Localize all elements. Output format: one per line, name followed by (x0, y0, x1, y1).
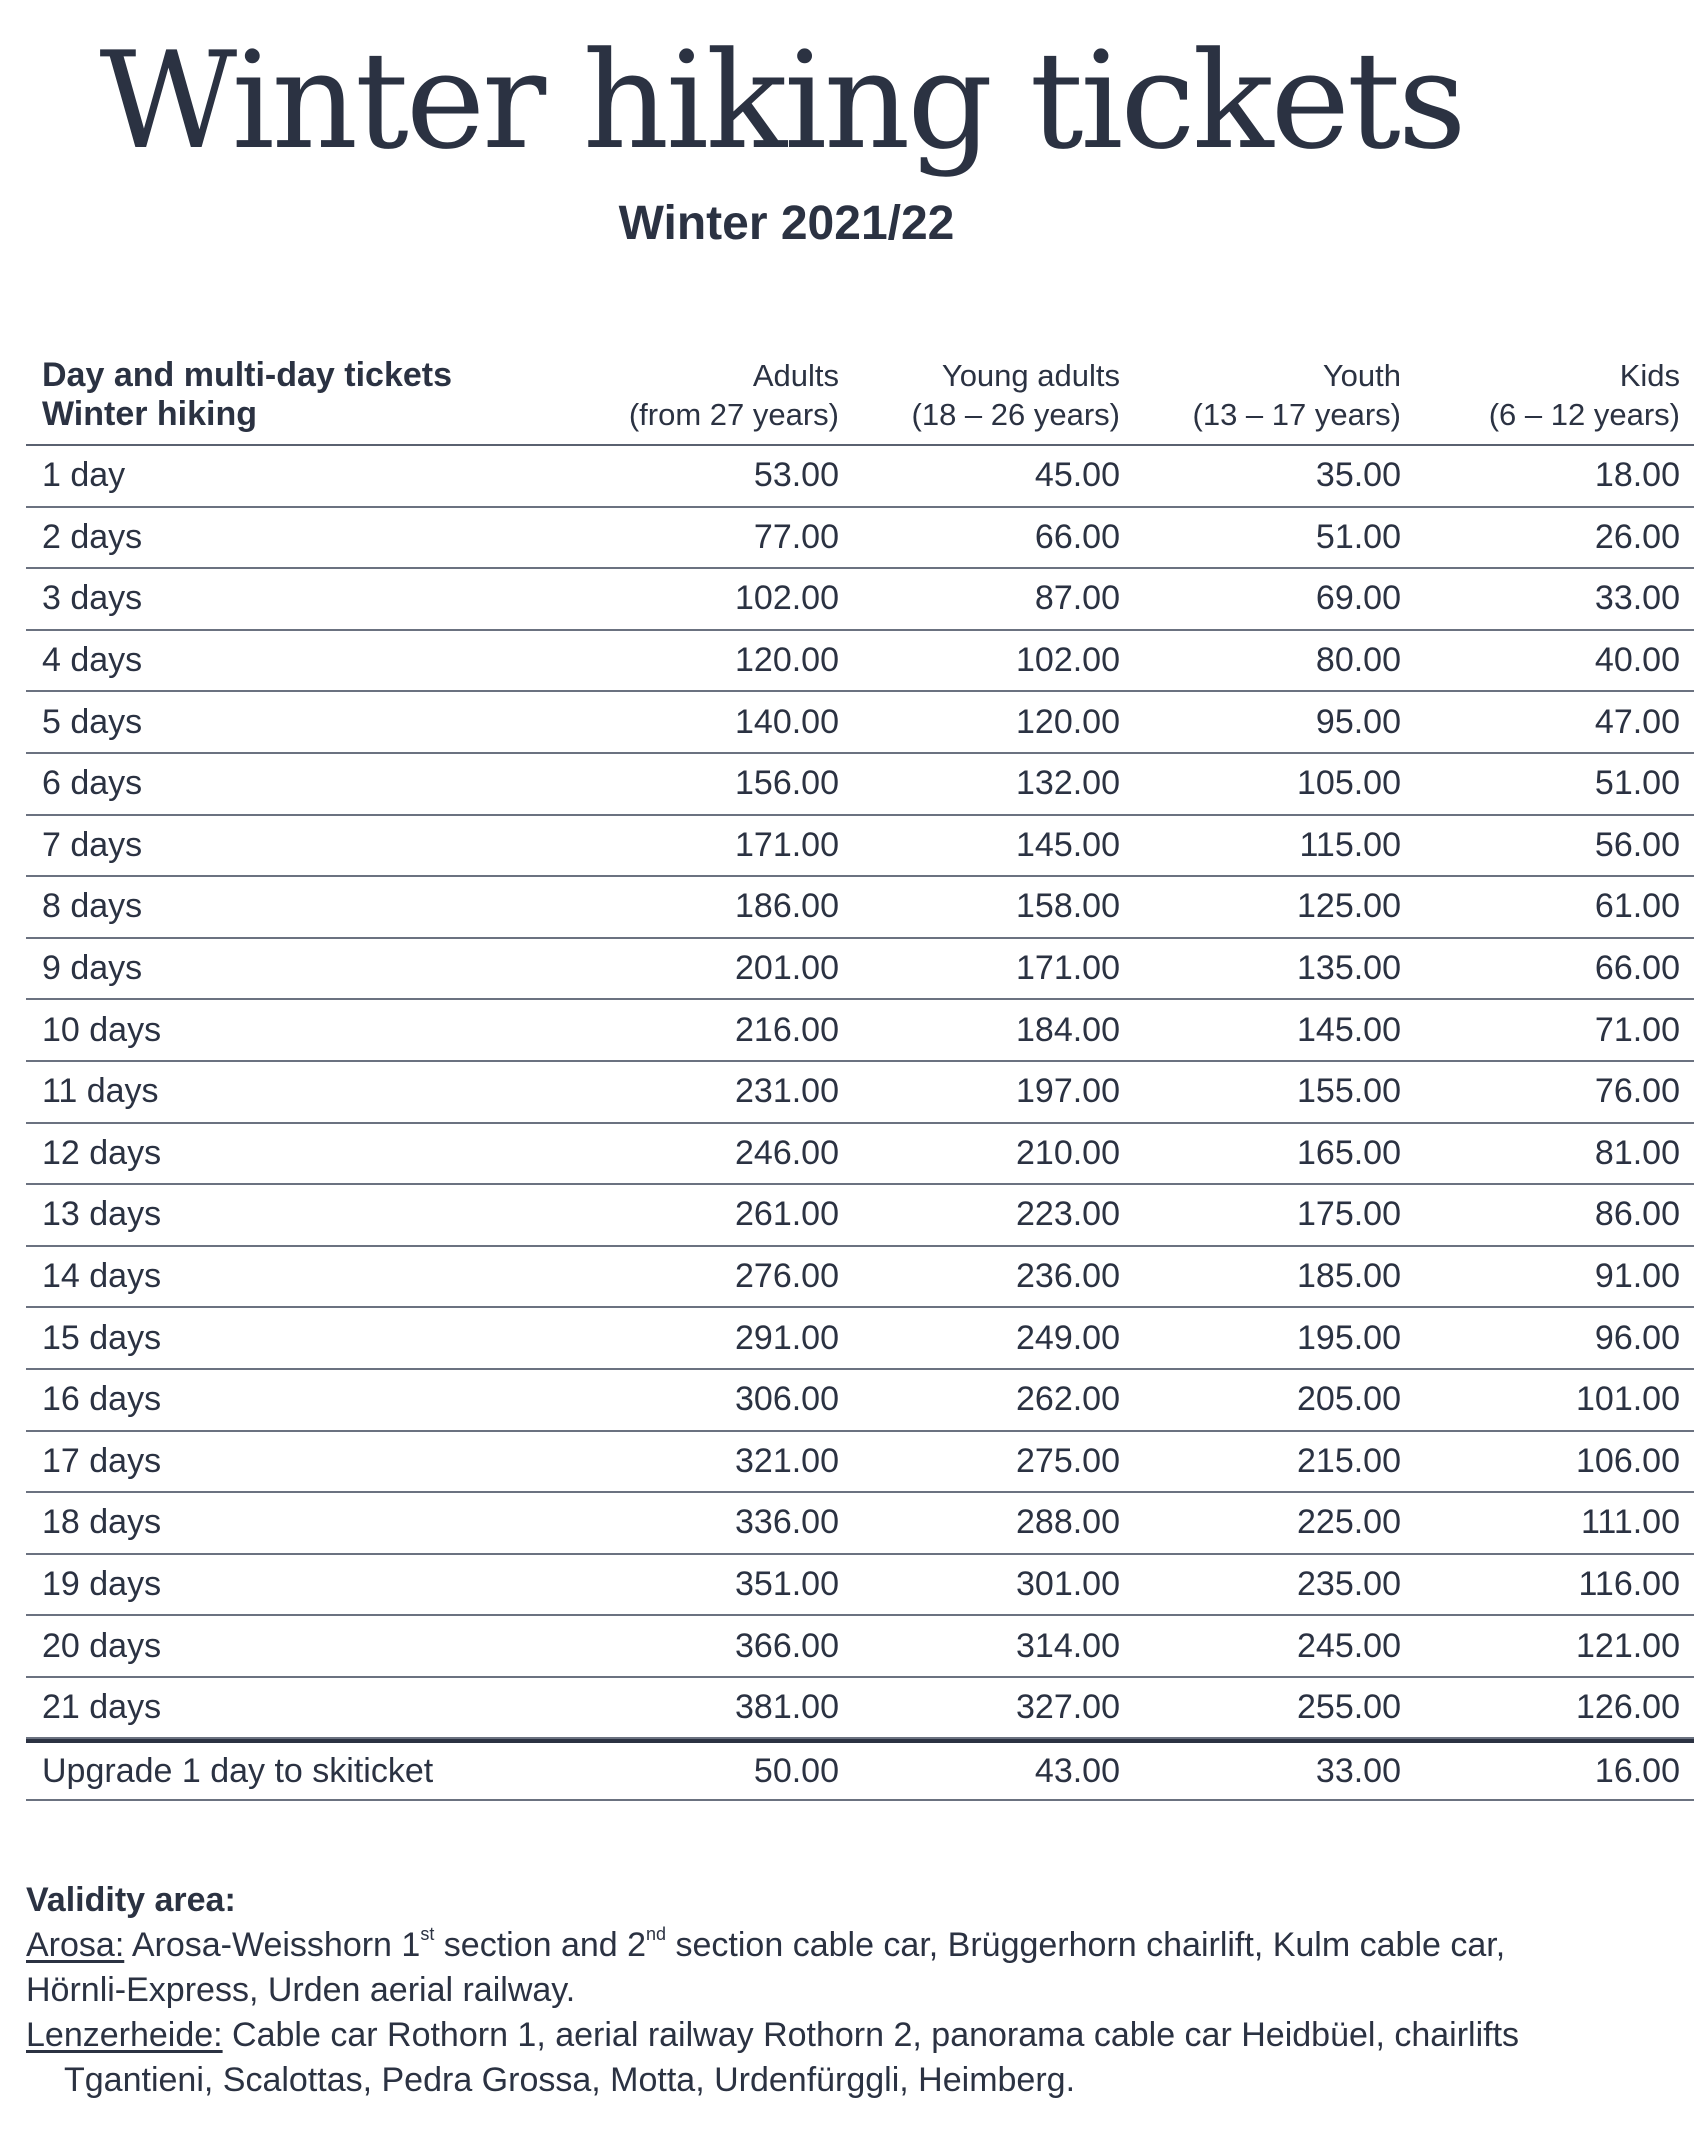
validity-arosa: Arosa: Arosa-Weisshorn 1st section and 2nd section cable car, Brüggerhorn chairlift, Kulm cable car, (26, 1924, 1506, 1964)
table-row (26, 816, 1694, 878)
price-cell: 16.00 (1594, 1751, 1680, 1790)
table-row (26, 1555, 1694, 1617)
row-label: 20 days (42, 1626, 162, 1665)
header-ticket-type: Day and multi-day tickets Winter hiking (42, 356, 453, 433)
price-cell: 40.00 (1594, 641, 1680, 680)
price-cell: 156.00 (735, 764, 839, 803)
row-label: 6 days (42, 764, 143, 803)
table-row (26, 877, 1694, 939)
price-cell: 26.00 (1594, 517, 1680, 556)
row-label: 8 days (42, 887, 143, 926)
price-cell: 111.00 (1581, 1503, 1680, 1542)
row-label: 3 days (42, 579, 143, 618)
price-cell: 120.00 (1016, 702, 1120, 741)
header-youth: Youth (13 – 17 years) (1192, 358, 1401, 432)
price-cell: 246.00 (735, 1133, 839, 1172)
validity-arosa-line2: Hörnli-Express, Urden aerial railway. (26, 1971, 576, 2009)
table-row (26, 1308, 1694, 1370)
price-cell: 140.00 (735, 702, 839, 741)
price-cell: 235.00 (1297, 1564, 1401, 1603)
validity-title: Validity area: (26, 1881, 236, 1919)
header-adults: Adults (from 27 years) (628, 358, 839, 432)
price-cell: 215.00 (1297, 1441, 1401, 1480)
price-cell: 77.00 (753, 517, 839, 556)
table-row (26, 1062, 1694, 1124)
price-cell: 171.00 (1016, 949, 1120, 988)
price-cell: 96.00 (1594, 1318, 1680, 1357)
price-cell: 184.00 (1016, 1010, 1120, 1049)
price-cell: 80.00 (1315, 641, 1401, 680)
price-cell: 186.00 (735, 887, 839, 926)
table-header (26, 350, 1694, 446)
price-cell: 47.00 (1594, 702, 1680, 741)
row-label: 11 days (42, 1072, 159, 1111)
table-row (26, 939, 1694, 1001)
price-cell: 121.00 (1576, 1626, 1680, 1665)
price-cell: 95.00 (1315, 702, 1401, 741)
price-table (26, 350, 1694, 1801)
price-cell: 76.00 (1594, 1072, 1680, 1111)
price-cell: 91.00 (1594, 1257, 1680, 1296)
table-row (26, 1616, 1694, 1678)
price-cell: 56.00 (1594, 825, 1680, 864)
price-cell: 106.00 (1576, 1441, 1680, 1480)
price-cell: 86.00 (1594, 1195, 1680, 1234)
price-cell: 155.00 (1297, 1072, 1401, 1111)
price-cell: 301.00 (1016, 1564, 1120, 1603)
price-cell: 306.00 (735, 1380, 839, 1419)
price-cell: 255.00 (1297, 1688, 1401, 1727)
table-row (26, 1370, 1694, 1432)
row-label: 4 days (42, 641, 143, 680)
price-cell: 197.00 (1016, 1072, 1120, 1111)
price-cell: 18.00 (1594, 456, 1680, 495)
price-cell: 276.00 (735, 1257, 839, 1296)
price-cell: 381.00 (735, 1688, 839, 1727)
price-cell: 116.00 (1578, 1564, 1680, 1603)
price-cell: 223.00 (1016, 1195, 1120, 1234)
table-row (26, 1493, 1694, 1555)
row-label: 1 day (42, 456, 126, 495)
row-label: 16 days (42, 1380, 162, 1419)
price-cell: 236.00 (1016, 1257, 1120, 1296)
upgrade-row (26, 1739, 1694, 1801)
price-cell: 101.00 (1576, 1380, 1680, 1419)
row-label: 13 days (42, 1195, 162, 1234)
price-cell: 291.00 (735, 1318, 839, 1357)
table-row (26, 692, 1694, 754)
price-cell: 102.00 (1016, 641, 1120, 680)
table-row (26, 631, 1694, 693)
price-cell: 66.00 (1594, 949, 1680, 988)
price-cell: 231.00 (735, 1072, 839, 1111)
price-cell: 81.00 (1594, 1133, 1680, 1172)
price-cell: 205.00 (1297, 1380, 1401, 1419)
price-cell: 288.00 (1016, 1503, 1120, 1542)
table-row (26, 1247, 1694, 1309)
price-cell: 321.00 (735, 1441, 839, 1480)
price-cell: 216.00 (735, 1010, 839, 1049)
table-row (26, 1432, 1694, 1494)
price-cell: 261.00 (735, 1195, 839, 1234)
price-cell: 33.00 (1594, 579, 1680, 618)
price-cell: 51.00 (1594, 764, 1680, 803)
price-cell: 175.00 (1297, 1195, 1401, 1234)
price-cell: 50.00 (753, 1751, 839, 1790)
price-cell: 366.00 (735, 1626, 839, 1665)
row-label: 17 days (42, 1441, 162, 1480)
table-row (26, 569, 1694, 631)
header-young-adults: Young adults (18 – 26 years) (911, 358, 1120, 432)
price-cell: 51.00 (1315, 517, 1401, 556)
price-cell: 165.00 (1297, 1133, 1401, 1172)
price-cell: 145.00 (1297, 1010, 1401, 1049)
row-label: 7 days (42, 825, 143, 864)
price-cell: 245.00 (1297, 1626, 1401, 1665)
price-cell: 45.00 (1034, 456, 1120, 495)
price-cell: 185.00 (1297, 1257, 1401, 1296)
table-row (26, 1124, 1694, 1186)
price-cell: 262.00 (1016, 1380, 1120, 1419)
row-label: 21 days (42, 1688, 162, 1727)
price-cell: 53.00 (753, 456, 839, 495)
price-cell: 125.00 (1297, 887, 1401, 926)
arosa-label: Arosa: (26, 1926, 125, 1964)
price-cell: 158.00 (1016, 887, 1120, 926)
table-row (26, 1000, 1694, 1062)
price-cell: 87.00 (1034, 579, 1120, 618)
table-body (26, 446, 1694, 1739)
row-label: 9 days (42, 949, 143, 988)
validity-area (26, 1878, 1686, 2103)
validity-lenzerheide: Lenzerheide: Cable car Rothorn 1, aerial railway Rothorn 2, panorama cable car Heidbüel, chairlifts (26, 2016, 1520, 2054)
row-label: 18 days (42, 1503, 162, 1542)
row-label: 10 days (42, 1010, 162, 1049)
row-label: 5 days (42, 702, 143, 741)
row-label: Upgrade 1 day to skiticket (42, 1751, 434, 1790)
row-label: 15 days (42, 1318, 162, 1357)
price-cell: 61.00 (1594, 887, 1680, 926)
price-cell: 201.00 (735, 949, 839, 988)
price-cell: 336.00 (735, 1503, 839, 1542)
table-row (26, 754, 1694, 816)
price-cell: 135.00 (1297, 949, 1401, 988)
table-row (26, 1185, 1694, 1247)
validity-lenzerheide-line2: Tgantieni, Scalottas, Pedra Grossa, Motta, Urdenfürggli, Heimberg. (64, 2061, 1076, 2099)
lenzerheide-label: Lenzerheide: (26, 2016, 223, 2054)
price-cell: 132.00 (1016, 764, 1120, 803)
page-title: Winter hiking tickets (99, 23, 1464, 179)
row-label: 12 days (42, 1133, 162, 1172)
price-cell: 145.00 (1016, 825, 1120, 864)
price-cell: 71.00 (1594, 1010, 1680, 1049)
price-cell: 66.00 (1034, 517, 1120, 556)
season-subtitle: Winter 2021/22 (618, 197, 955, 250)
price-cell: 35.00 (1315, 456, 1401, 495)
price-cell: 120.00 (735, 641, 839, 680)
row-label: 14 days (42, 1257, 162, 1296)
price-cell: 327.00 (1016, 1688, 1120, 1727)
price-cell: 33.00 (1315, 1751, 1401, 1790)
price-cell: 314.00 (1016, 1626, 1120, 1665)
table-row (26, 1678, 1694, 1740)
price-cell: 225.00 (1297, 1503, 1401, 1542)
price-cell: 171.00 (735, 825, 839, 864)
price-cell: 195.00 (1297, 1318, 1401, 1357)
price-cell: 351.00 (735, 1564, 839, 1603)
header-kids: Kids (6 – 12 years) (1488, 358, 1680, 432)
price-cell: 210.00 (1016, 1133, 1120, 1172)
price-cell: 249.00 (1016, 1318, 1120, 1357)
row-label: 2 days (42, 517, 143, 556)
price-cell: 275.00 (1016, 1441, 1120, 1480)
table-row (26, 508, 1694, 570)
price-cell: 102.00 (735, 579, 839, 618)
price-cell: 69.00 (1315, 579, 1401, 618)
price-cell: 126.00 (1576, 1688, 1680, 1727)
price-cell: 115.00 (1299, 825, 1401, 864)
table-row (26, 446, 1694, 508)
price-cell: 105.00 (1297, 764, 1401, 803)
row-label: 19 days (42, 1564, 162, 1603)
price-cell: 43.00 (1034, 1751, 1120, 1790)
